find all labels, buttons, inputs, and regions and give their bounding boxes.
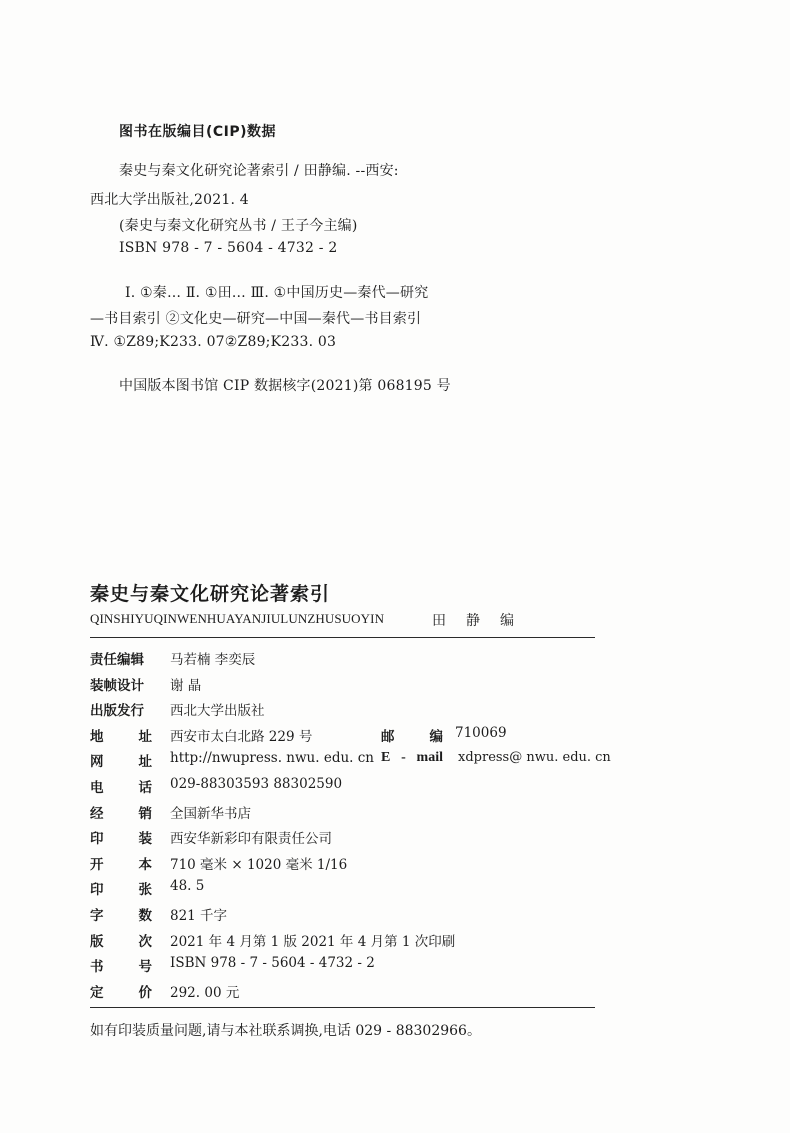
info-label-part: 经 <box>90 805 104 822</box>
info-value: 西安华新彩印有限责任公司 <box>170 831 332 848</box>
info-label-part: 定 <box>90 984 104 1001</box>
info-label <box>90 674 152 694</box>
cip-line: —书目索引 ②文化史—研究—中国—秦代—书目索引 <box>90 311 422 327</box>
info-label-part: 址 <box>138 728 152 745</box>
info-label-part: 印 <box>90 831 104 848</box>
info-label-part: 印 <box>90 882 104 899</box>
info-value: 马若楠 李奕辰 <box>170 652 256 668</box>
info-label-part: 装帧设计 <box>90 677 144 694</box>
info-label-part: 址 <box>138 754 152 771</box>
book-title-pinyin: QINSHIYUQINWENHUAYANJIULUNZHUSUOYIN <box>90 611 385 626</box>
info-label-part: 出版发行 <box>90 703 144 720</box>
info-label-part: 责任编辑 <box>90 652 144 668</box>
email-label <box>381 750 443 766</box>
info-label-part: 电 <box>90 780 104 796</box>
info-value: 谢 晶 <box>170 677 202 694</box>
info-label <box>90 802 152 822</box>
email-label-part: - <box>401 750 406 766</box>
info-label-part: 地 <box>90 728 104 745</box>
info-label-part: 字 <box>90 908 104 924</box>
book-title: 秦史与秦文化研究论著索引 <box>90 583 331 605</box>
info-value: 48. 5 <box>170 878 205 895</box>
info-label-part: 版 <box>90 933 104 950</box>
postcode-label-part: 编 <box>429 728 443 745</box>
cip-heading: 图书在版编目(CIP)数据 <box>119 124 277 140</box>
info-label-part: 销 <box>138 805 152 822</box>
postcode-value: 710069 <box>455 724 507 741</box>
info-value: 292. 00 元 <box>170 984 240 1001</box>
info-label <box>90 955 152 975</box>
info-label <box>90 776 152 796</box>
info-value: http://nwupress. nwu. edu. cn <box>170 750 374 767</box>
info-label-part: 装 <box>138 831 152 848</box>
cip-line: 中国版本图书馆 CIP 数据核字(2021)第 068195 号 <box>119 378 451 394</box>
info-label <box>90 699 152 719</box>
info-label-part: 价 <box>138 984 152 1001</box>
cip-line: (秦史与秦文化研究丛书 / 王子今主编) <box>119 218 358 234</box>
info-label <box>90 725 152 745</box>
info-label <box>90 648 152 668</box>
info-label <box>90 981 152 1001</box>
cip-line: Ⅳ. ①Z89;K233. 07②Z89;K233. 03 <box>90 334 337 350</box>
info-label-part: 数 <box>138 908 152 924</box>
postcode-label-part: 邮 <box>381 728 395 745</box>
info-value: 西安市太白北路 229 号 <box>170 728 313 745</box>
info-label <box>90 853 152 873</box>
info-label-part: 话 <box>138 780 152 796</box>
footer-note: 如有印装质量问题,请与本社联系调换,电话 029 - 88302966。 <box>90 1023 481 1039</box>
cip-line: 秦史与秦文化研究论著索引 / 田静编. --西安: <box>119 163 399 179</box>
info-label-part: 张 <box>138 882 152 899</box>
info-label-part: 书 <box>90 959 104 976</box>
divider-bottom <box>90 1007 595 1008</box>
info-label-part: 次 <box>138 933 152 950</box>
info-value: 029-88303593 88302590 <box>170 776 343 792</box>
info-label <box>90 904 152 924</box>
info-value: 西北大学出版社 <box>170 703 265 720</box>
info-label-part: 号 <box>138 959 152 976</box>
info-value: 710 毫米 × 1020 毫米 1/16 <box>170 856 348 873</box>
email-label-part: mail <box>416 750 443 766</box>
info-value: 2021 年 4 月第 1 版 2021 年 4 月第 1 次印刷 <box>170 933 456 950</box>
email-label-part: E <box>381 750 391 766</box>
info-label-part: 开 <box>90 856 104 873</box>
cip-line: ISBN 978 - 7 - 5604 - 4732 - 2 <box>119 240 338 256</box>
info-label-part: 本 <box>138 856 152 873</box>
book-editor: 田静编 <box>432 613 534 629</box>
info-label <box>90 827 152 847</box>
email-value: xdpress@ nwu. edu. cn <box>458 750 611 766</box>
info-label <box>90 878 152 898</box>
postcode-label <box>381 725 443 745</box>
info-value: 821 千字 <box>170 908 228 924</box>
info-label-part: 网 <box>90 754 104 771</box>
info-value: 全国新华书店 <box>170 805 251 822</box>
divider-top <box>90 637 595 638</box>
info-value: ISBN 978 - 7 - 5604 - 4732 - 2 <box>170 955 375 972</box>
info-label <box>90 750 152 770</box>
info-label <box>90 930 152 950</box>
cip-line: Ⅰ. ①秦… Ⅱ. ①田… Ⅲ. ①中国历史—秦代—研究 <box>125 285 429 301</box>
cip-line: 西北大学出版社,2021. 4 <box>90 192 249 208</box>
